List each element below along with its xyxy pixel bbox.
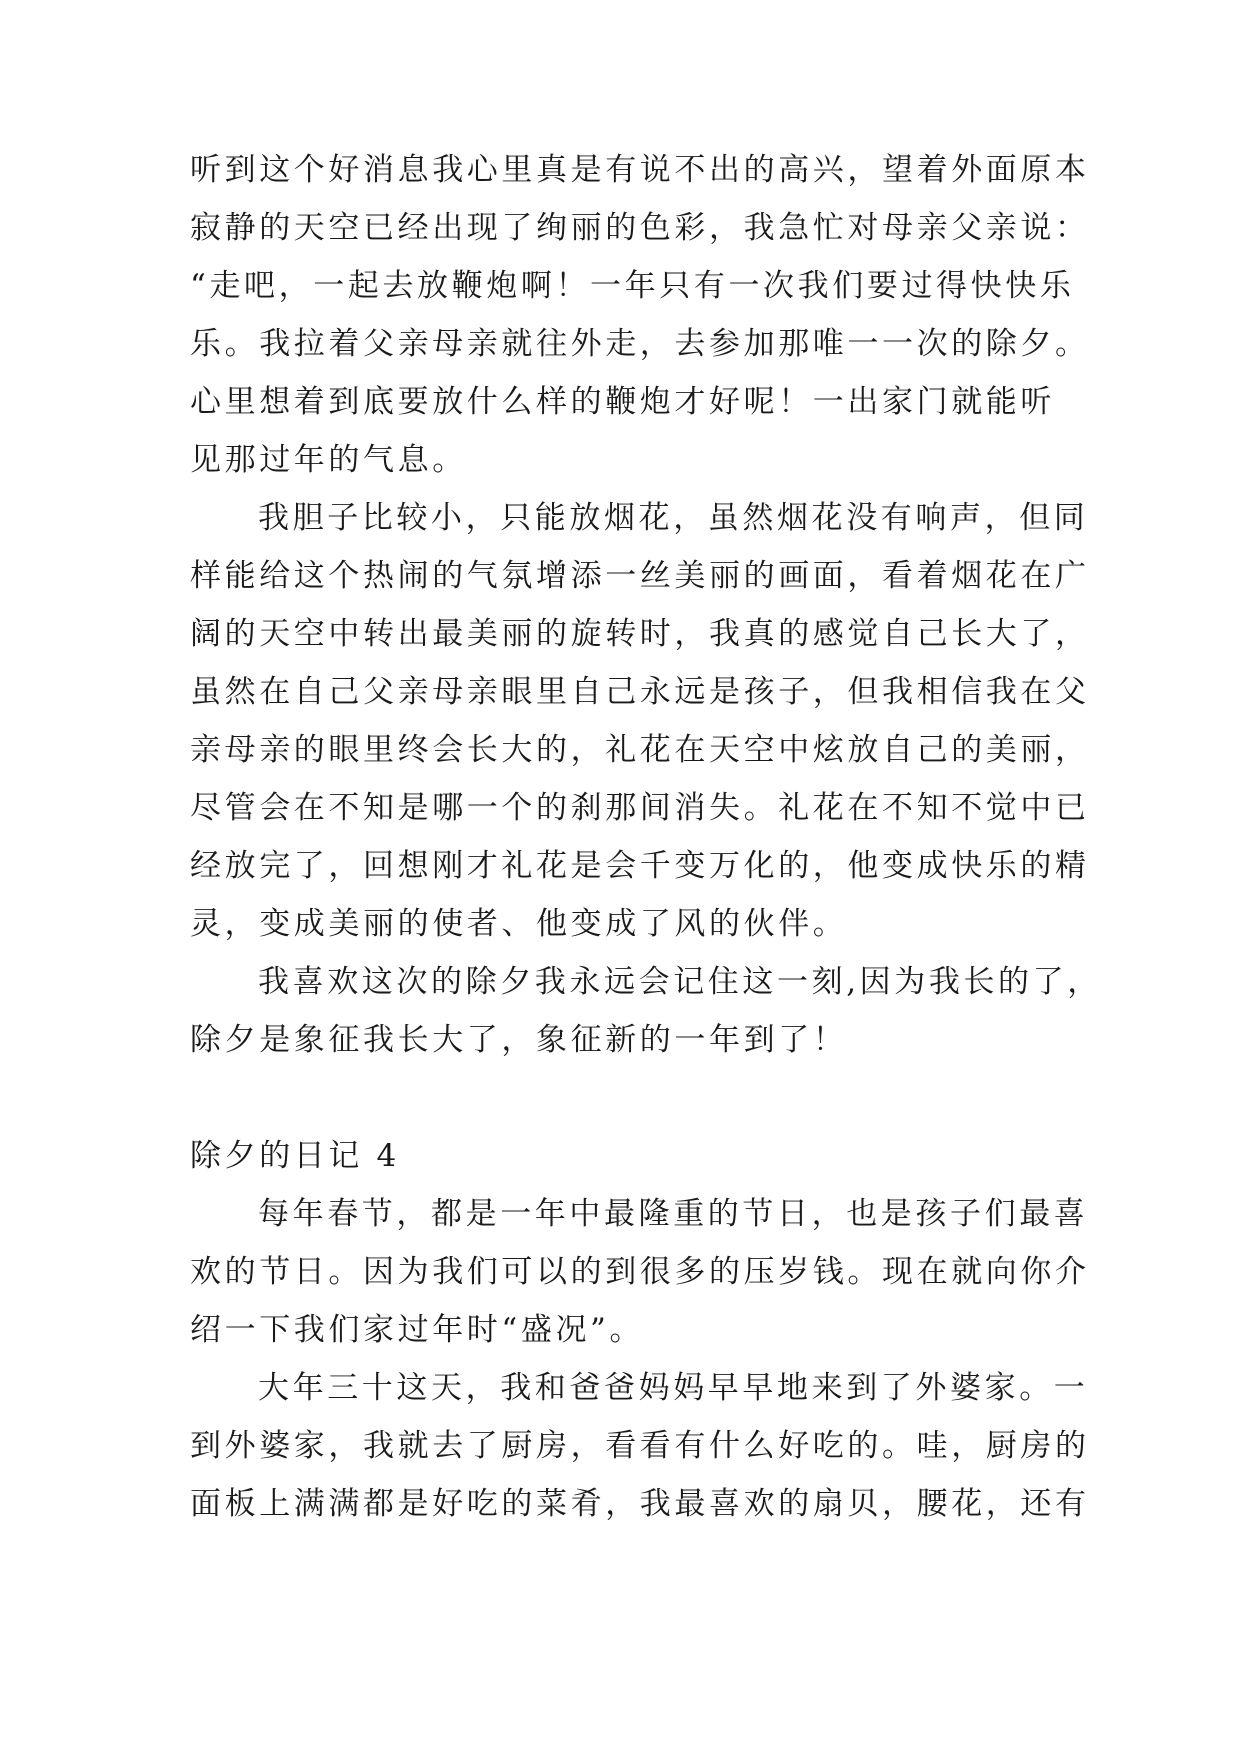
section-heading: 除夕的日记 4 <box>190 1138 400 1174</box>
paragraph-1-line-3: “走吧，一起去放鞭炮啊！一年只有一次我们要过得快快乐 <box>190 268 1075 304</box>
paragraph-2-line-4: 虽然在自己父亲母亲眼里自己永远是孩子，但我相信我在父 <box>190 674 1090 710</box>
paragraph-1-line-5: 心里想着到底要放什么样的鞭炮才好呢！一出家门就能听 <box>190 384 1055 420</box>
paragraph-4-line-3: 绍一下我们家过年时“盛况”。 <box>190 1312 645 1348</box>
paragraph-2-line-7: 经放完了，回想刚才礼花是会千变万化的，他变成快乐的精 <box>190 848 1090 884</box>
paragraph-4-line-1: 每年春节，都是一年中最隆重的节日，也是孩子们最喜 <box>258 1196 1089 1232</box>
paragraph-2-line-6: 尽管会在不知是哪一个的刹那间消失。礼花在不知不觉中已 <box>190 790 1090 826</box>
paragraph-5-line-1: 大年三十这天，我和爸爸妈妈早早地来到了外婆家。一 <box>258 1370 1089 1406</box>
paragraph-1-line-1: 听到这个好消息我心里真是有说不出的高兴，望着外面原本 <box>190 152 1090 188</box>
paragraph-2-line-2: 样能给这个热闹的气氛增添一丝美丽的画面，看着烟花在广 <box>190 558 1090 594</box>
paragraph-1-line-6: 见那过年的气息。 <box>190 442 467 478</box>
paragraph-1-line-4: 乐。我拉着父亲母亲就往外走，去参加那唯一一次的除夕。 <box>190 326 1090 362</box>
paragraph-5-line-3: 面板上满满都是好吃的菜肴，我最喜欢的扇贝，腰花，还有 <box>190 1486 1090 1522</box>
paragraph-3-line-2: 除夕是象征我长大了，象征新的一年到了！ <box>190 1022 848 1058</box>
paragraph-2-line-5: 亲母亲的眼里终会长大的，礼花在天空中炫放自己的美丽， <box>190 732 1090 768</box>
paragraph-1-line-2: 寂静的天空已经出现了绚丽的色彩，我急忙对母亲父亲说： <box>190 210 1090 246</box>
paragraph-5-line-2: 到外婆家，我就去了厨房，看看有什么好吃的。哇，厨房的 <box>190 1428 1090 1464</box>
paragraph-4-line-2: 欢的节日。因为我们可以的到很多的压岁钱。现在就向你介 <box>190 1254 1090 1290</box>
paragraph-2-line-8: 灵，变成美丽的使者、他变成了风的伙伴。 <box>190 906 848 942</box>
paragraph-2-line-3: 阔的天空中转出最美丽的旋转时，我真的感觉自己长大了， <box>190 616 1090 652</box>
paragraph-2-line-1: 我胆子比较小，只能放烟花，虽然烟花没有响声，但同 <box>258 500 1089 536</box>
paragraph-3-line-1: 我喜欢这次的除夕我永远会记住这一刻,因为我长的了， <box>258 964 1102 1000</box>
